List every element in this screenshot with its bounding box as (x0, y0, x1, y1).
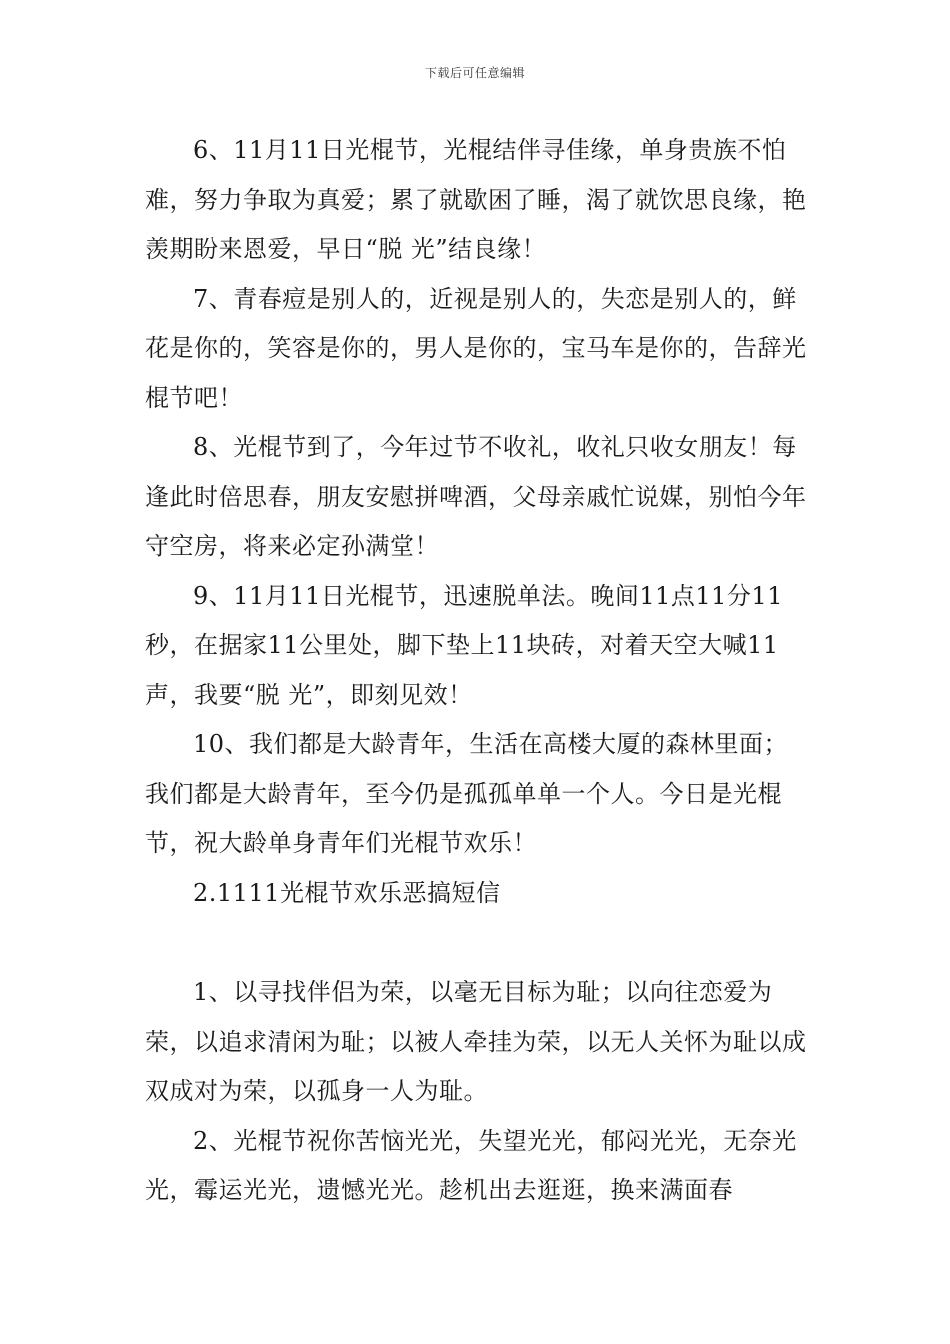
blank-line (145, 918, 810, 968)
paragraph-s1: 1、以寻找伴侣为荣，以毫无目标为耻；以向往恋爱为荣，以追求清闲为耻；以被人牵挂为荣，以无人关怀为耻以成双成对为荣，以孤身一人为耻。 (145, 978, 807, 1105)
paragraph-7: 7、青春痘是别人的，近视是别人的，失恋是别人的，鲜花是你的，笑容是你的，男人是你的，宝马车是你的，告辞光棍节吧！ (145, 284, 807, 412)
document-body (145, 126, 810, 1216)
page-header: 下载后可任意编辑 (424, 66, 525, 80)
paragraph-10: 10、我们都是大龄青年，生活在高楼大厦的森林里面；我们都是大龄青年，至今仍是孤孤单单一个人。今日是光棍节，祝大龄单身青年们光棍节欢乐！ (145, 730, 789, 857)
paragraph-8: 8、光棍节到了，今年过节不收礼，收礼只收女朋友！每逢此时倍思春，朋友安慰拼啤酒，父母亲戚忙说媒，别怕今年守空房，将来必定孙满堂！ (145, 433, 807, 560)
section-heading: 2.1111光棍节欢乐恶搞短信 (193, 878, 501, 907)
paragraph-s2: 2、光棍节祝你苦恼光光，失望光光，郁闷光光，无奈光光，霉运光光，遗憾光光。趁机出去逛逛，换来满面春 (145, 1126, 797, 1204)
paragraph-9: 9、11月11日光棍节，迅速脱单法。晚间11点11分11秒，在据家11公里处，脚下垫上11块砖，对着天空大喊11声，我要“脱 光”，即刻见效！ (145, 581, 783, 709)
paragraph-6: 6、11月11日光棍节，光棍结伴寻佳缘，单身贵族不怕难，努力争取为真爱；累了就歇困了睡，渴了就饮思良缘，艳羡期盼来恩爱，早日“脱 光”结良缘！ (145, 136, 807, 263)
